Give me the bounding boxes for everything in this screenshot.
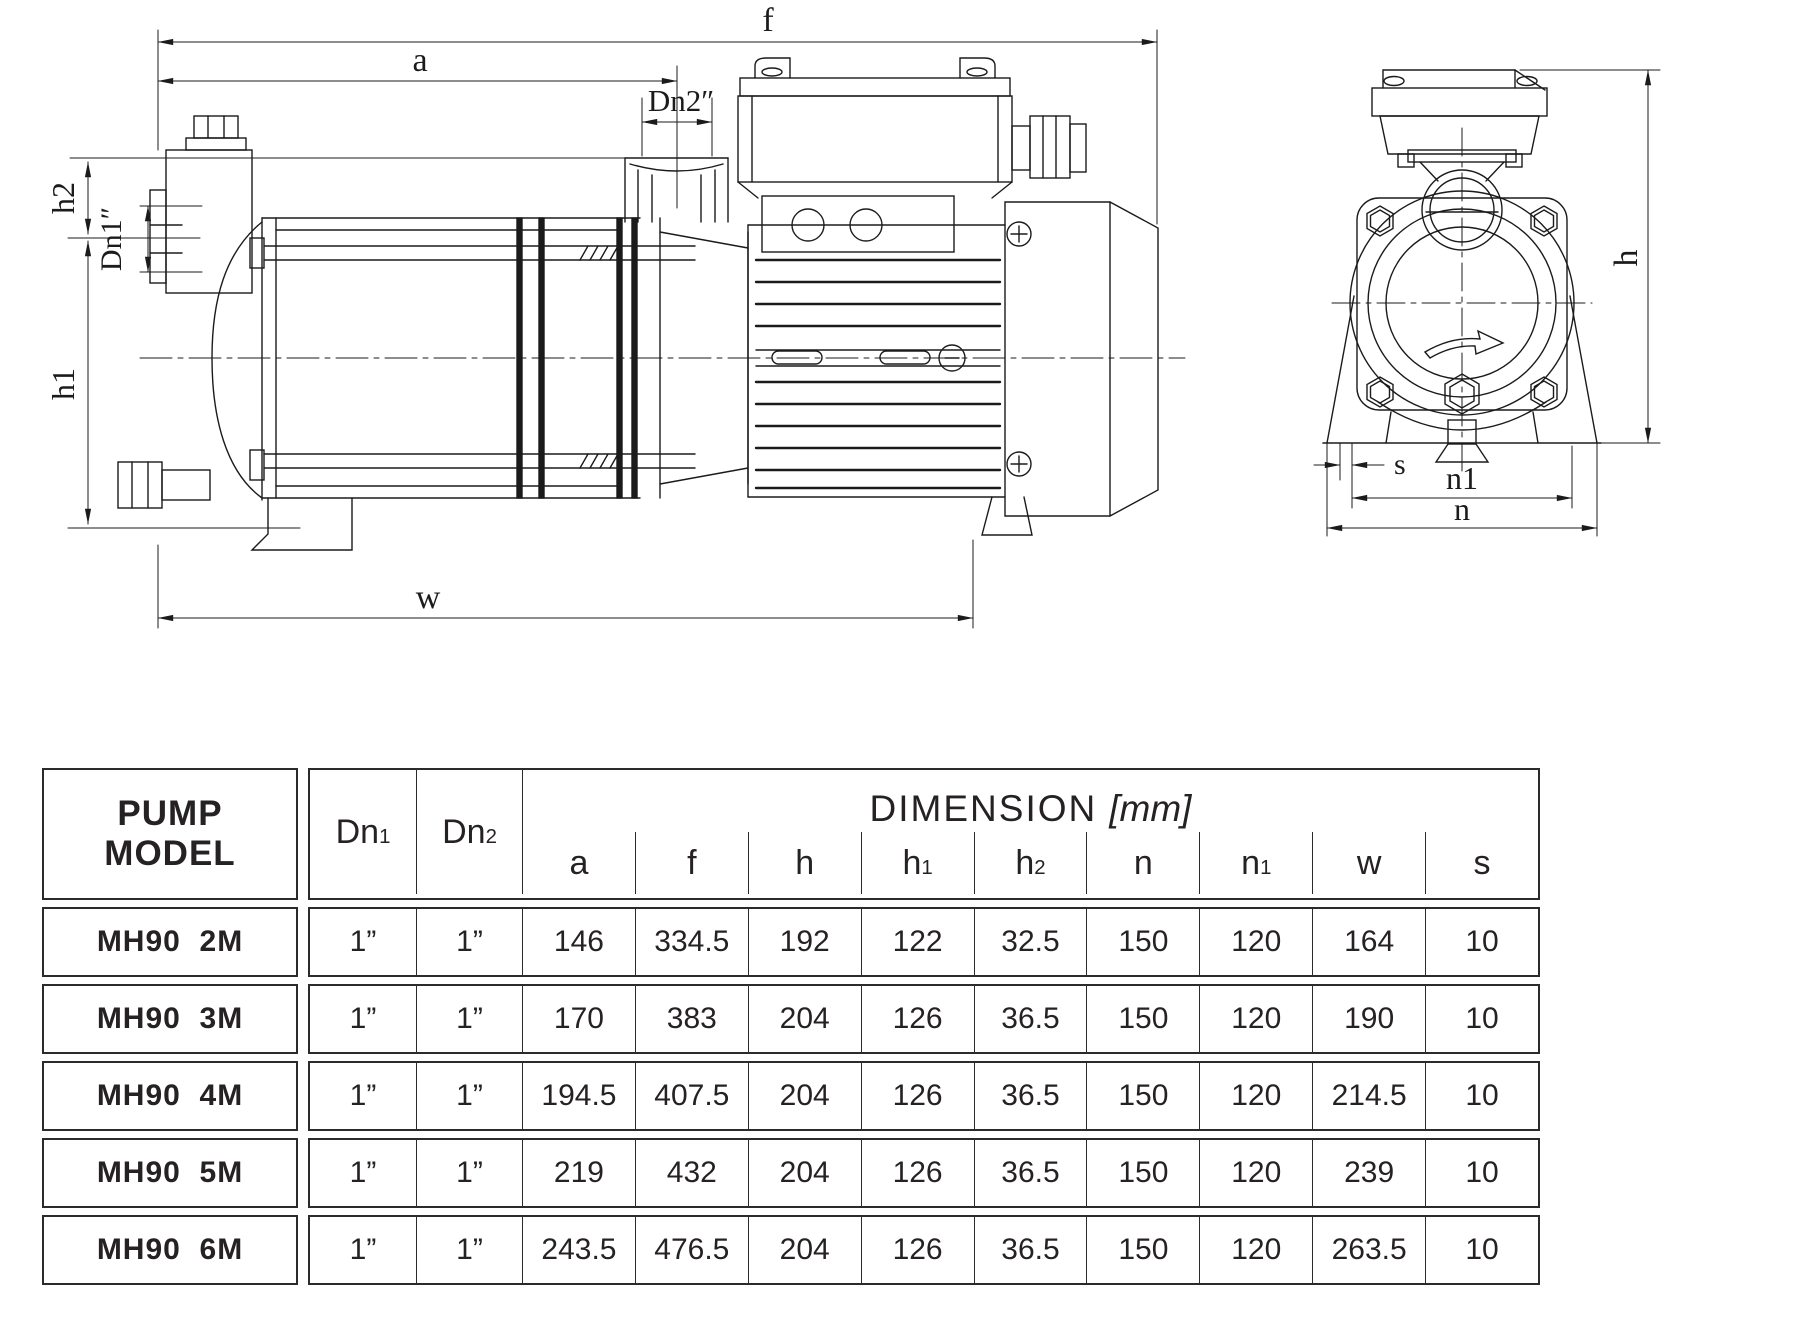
model-cell: MH90 5M <box>42 1138 298 1208</box>
value-n1: 120 <box>1199 1063 1312 1129</box>
value-a: 194.5 <box>522 1063 635 1129</box>
col-header-a: a <box>522 832 635 894</box>
value-dn1: 1” <box>349 1079 377 1112</box>
table-header-row <box>42 768 1540 900</box>
value-s: 10 <box>1425 1140 1538 1206</box>
terminal-box-front <box>1372 70 1547 181</box>
value-w: 190 <box>1312 986 1425 1052</box>
value-w: 263.5 <box>1312 1217 1425 1283</box>
value-f: 383 <box>635 986 748 1052</box>
col-header-n: n <box>1086 832 1199 894</box>
col-header-n1: n $_1$ <box>1199 832 1312 894</box>
col-header-h: h <box>748 832 861 894</box>
dim-label-h: h <box>1608 249 1645 267</box>
value-f: 407.5 <box>635 1063 748 1129</box>
table-row <box>42 1061 1540 1131</box>
cable-gland <box>1012 116 1086 178</box>
value-a: 219 <box>522 1140 635 1206</box>
hex-bolt <box>1531 206 1557 236</box>
value-a: 243.5 <box>522 1217 635 1283</box>
dim-label-s: s <box>1394 448 1406 481</box>
col-header-w: w <box>1312 832 1425 894</box>
side-view <box>45 2 1185 628</box>
value-dn1: 1” <box>349 1156 377 1189</box>
value-dn2: 1” <box>416 1140 522 1206</box>
dim-label-dn1: Dn1″ <box>95 206 128 272</box>
value-n: 150 <box>1086 986 1199 1052</box>
pump-head <box>118 218 352 550</box>
table-row <box>42 1215 1540 1285</box>
value-n1: 120 <box>1199 909 1312 975</box>
motor-fins <box>748 225 1032 535</box>
hex-bolt <box>1367 206 1393 236</box>
value-w: 164 <box>1312 909 1425 975</box>
col-header-dn1: Dn $_1$ <box>335 812 391 851</box>
dim-label-h2: h2 <box>45 182 81 214</box>
value-h: 204 <box>748 1140 861 1206</box>
dim-label-h1: h1 <box>45 368 81 400</box>
tie-rod-bottom <box>250 450 695 480</box>
dim-label-w: w <box>415 579 441 616</box>
value-dn2: 1” <box>416 986 522 1052</box>
value-h2: 32.5 <box>974 909 1087 975</box>
value-n: 150 <box>1086 909 1199 975</box>
value-w: 214.5 <box>1312 1063 1425 1129</box>
model-cell: MH90 6M <box>42 1215 298 1285</box>
value-h: 192 <box>748 909 861 975</box>
value-h1: 126 <box>861 1140 974 1206</box>
tie-rod-top <box>250 238 695 268</box>
pump-foot <box>252 498 352 550</box>
model-cell: MH90 2M <box>42 907 298 977</box>
value-h1: 122 <box>861 909 974 975</box>
value-h1: 126 <box>861 1063 974 1129</box>
col-header-h1: h $_1$ <box>861 832 974 894</box>
pump-model-header-cell <box>42 768 298 900</box>
value-a: 146 <box>522 909 635 975</box>
rotation-arrow-icon <box>1425 331 1503 358</box>
front-view <box>1314 70 1660 536</box>
col-header-s: s <box>1425 832 1538 894</box>
col-header-h2: h $_2$ <box>974 832 1087 894</box>
value-n1: 120 <box>1199 1217 1312 1283</box>
motor-terminal-box <box>738 58 1086 252</box>
pump-model-header-line2: MODEL <box>104 834 236 873</box>
value-s: 10 <box>1425 909 1538 975</box>
dim-label-dn2: Dn2″ <box>647 83 715 118</box>
table-row <box>42 907 1540 977</box>
dim-label-f: f <box>762 2 774 39</box>
value-h1: 126 <box>861 986 974 1052</box>
value-n: 150 <box>1086 1063 1199 1129</box>
col-header-dn2: Dn $_2$ <box>416 770 522 894</box>
dim-label-n1: n1 <box>1446 460 1478 496</box>
value-h: 204 <box>748 1217 861 1283</box>
pump-model-header-line1: PUMP <box>117 794 223 833</box>
value-dn1: 1” <box>349 1233 377 1266</box>
value-n: 150 <box>1086 1140 1199 1206</box>
column-gap <box>298 768 308 900</box>
value-s: 10 <box>1425 986 1538 1052</box>
table-row <box>42 984 1540 1054</box>
dimension-table <box>42 768 1540 1292</box>
value-h1: 126 <box>861 1217 974 1283</box>
value-s: 10 <box>1425 1063 1538 1129</box>
value-a: 170 <box>522 986 635 1052</box>
model-cell: MH90 4M <box>42 1061 298 1131</box>
dim-label-n: n <box>1454 491 1470 527</box>
value-n1: 120 <box>1199 986 1312 1052</box>
value-n1: 120 <box>1199 1140 1312 1206</box>
value-dn2: 1” <box>416 909 522 975</box>
value-dn2: 1” <box>416 1217 522 1283</box>
value-f: 432 <box>635 1140 748 1206</box>
value-s: 10 <box>1425 1217 1538 1283</box>
dim-label-a: a <box>412 42 428 79</box>
value-w: 239 <box>1312 1140 1425 1206</box>
table-row <box>42 1138 1540 1208</box>
value-h2: 36.5 <box>974 1217 1087 1283</box>
value-dn1: 1” <box>349 1002 377 1035</box>
value-n: 150 <box>1086 1217 1199 1283</box>
value-h2: 36.5 <box>974 986 1087 1052</box>
dimension-title: DIMENSION [mm] <box>522 770 1538 832</box>
value-dn2: 1” <box>416 1063 522 1129</box>
value-h: 204 <box>748 986 861 1052</box>
dimension-header-cell <box>308 768 1540 900</box>
value-h2: 36.5 <box>974 1140 1087 1206</box>
value-h: 204 <box>748 1063 861 1129</box>
fan-cover <box>1005 202 1158 516</box>
suction-flange <box>150 116 252 293</box>
col-header-f: f <box>635 832 748 894</box>
model-cell: MH90 3M <box>42 984 298 1054</box>
value-h2: 36.5 <box>974 1063 1087 1129</box>
value-f: 476.5 <box>635 1217 748 1283</box>
value-f: 334.5 <box>635 909 748 975</box>
value-dn1: 1” <box>349 925 377 958</box>
